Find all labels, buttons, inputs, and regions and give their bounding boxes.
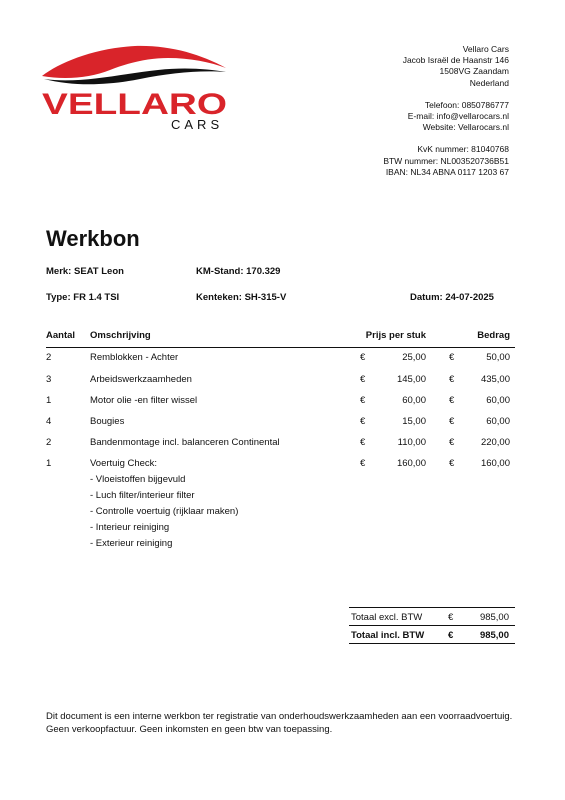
check-item: - Luch filter/interieur filter [90, 490, 195, 501]
total-excl-label: Totaal excl. BTW [351, 612, 423, 623]
row-desc: Voertuig Check: [90, 458, 158, 469]
currency-symbol: € [360, 458, 366, 469]
table-row [46, 437, 515, 451]
row-desc: Remblokken - Achter [90, 352, 179, 363]
currency-symbol: € [449, 352, 455, 363]
row-price: 160,00 [396, 458, 426, 469]
company-name: Vellaro Cars [462, 44, 509, 54]
row-qty: 4 [46, 416, 52, 427]
car-silhouette-icon [40, 40, 235, 135]
table-row [46, 352, 515, 366]
company-country: Nederland [469, 77, 509, 88]
company-city: 1508VG Zaandam [439, 66, 509, 77]
currency-symbol: € [449, 437, 455, 448]
total-incl-value: 985,00 [479, 630, 509, 641]
row-total: 60,00 [486, 416, 510, 427]
row-desc: Bougies [90, 416, 125, 427]
header-total: Bedrag [477, 330, 510, 341]
row-qty: 2 [46, 352, 52, 363]
company-website: Website: Vellarocars.nl [422, 122, 509, 133]
row-desc: Bandenmontage incl. balanceren Continental [90, 437, 280, 448]
row-price: 110,00 [397, 437, 426, 448]
company-iban: IBAN: NL34 ABNA 0117 1203 67 [385, 166, 509, 177]
currency-symbol: € [449, 395, 455, 406]
header-qty: Aantal [46, 330, 76, 341]
row-total: 220,00 [480, 437, 510, 448]
meta-km-stand: KM-Stand: 170.329 [196, 266, 281, 277]
logo-wordmark: VELLARO [42, 88, 227, 121]
currency-symbol: € [360, 437, 366, 448]
currency-symbol: € [449, 374, 455, 385]
meta-type: Type: FR 1.4 TSI [46, 292, 120, 303]
row-desc: Arbeidswerkzaamheden [90, 374, 192, 385]
row-price: 25,00 [402, 352, 426, 363]
row-qty: 1 [46, 458, 52, 469]
logo-subtext: CARS [171, 117, 224, 132]
currency-symbol: € [360, 416, 366, 427]
company-email: E-mail: info@vellarocars.nl [407, 111, 509, 122]
footer-note: Dit document is een interne werkbon ter registratie van onderhoudswerkzaamheden aan een voorraadvoertuig. Geen verkoopfactuur. Geen inkomsten en geen btw van toepassing. [46, 711, 513, 735]
table-row [46, 395, 515, 409]
row-total: 160,00 [480, 458, 510, 469]
row-total: 435,00 [480, 374, 510, 385]
meta-kenteken: Kenteken: SH-315-V [196, 292, 287, 303]
company-info [383, 44, 509, 178]
company-btw: BTW nummer: NL003520736B51 [383, 155, 509, 166]
document-title: Werkbon [46, 226, 140, 251]
company-street: Jacob Israël de Haanstr 146 [402, 55, 509, 66]
currency-symbol: € [360, 395, 366, 406]
row-total: 60,00 [486, 395, 510, 406]
row-qty: 3 [46, 374, 52, 385]
total-excl-value: 985,00 [479, 612, 509, 623]
row-price: 15,00 [402, 416, 426, 427]
row-desc: Motor olie -en filter wissel [90, 395, 198, 406]
currency-symbol: € [449, 416, 455, 427]
company-logo [40, 40, 235, 135]
row-price: 60,00 [402, 395, 426, 406]
check-item: - Vloeistoffen bijgevuld [90, 474, 186, 485]
header-price: Prijs per stuk [365, 330, 426, 341]
currency-symbol: € [448, 630, 454, 641]
meta-datum: Datum: 24-07-2025 [410, 292, 494, 303]
check-item: - Exterieur reiniging [90, 538, 173, 549]
currency-symbol: € [448, 612, 454, 623]
check-item: - Controlle voertuig (rijklaar maken) [90, 506, 239, 517]
table-row [46, 458, 515, 472]
currency-symbol: € [360, 374, 366, 385]
company-phone: Telefoon: 0850786777 [424, 99, 509, 110]
table-row [46, 374, 515, 388]
row-qty: 2 [46, 437, 52, 448]
meta-merk: Merk: SEAT Leon [46, 266, 124, 277]
company-kvk: KvK nummer: 81040768 [417, 144, 509, 155]
total-incl-label: Totaal incl. BTW [351, 630, 425, 641]
row-price: 145,00 [396, 374, 426, 385]
totals-box [349, 607, 515, 644]
currency-symbol: € [360, 352, 366, 363]
table-header [46, 330, 515, 348]
row-total: 50,00 [486, 352, 510, 363]
currency-symbol: € [449, 458, 455, 469]
total-incl-row [349, 626, 515, 644]
header-desc: Omschrijving [90, 330, 151, 341]
row-qty: 1 [46, 395, 52, 406]
table-row [46, 416, 515, 430]
total-excl-row [349, 607, 515, 626]
check-item: - Interieur reiniging [90, 522, 170, 533]
